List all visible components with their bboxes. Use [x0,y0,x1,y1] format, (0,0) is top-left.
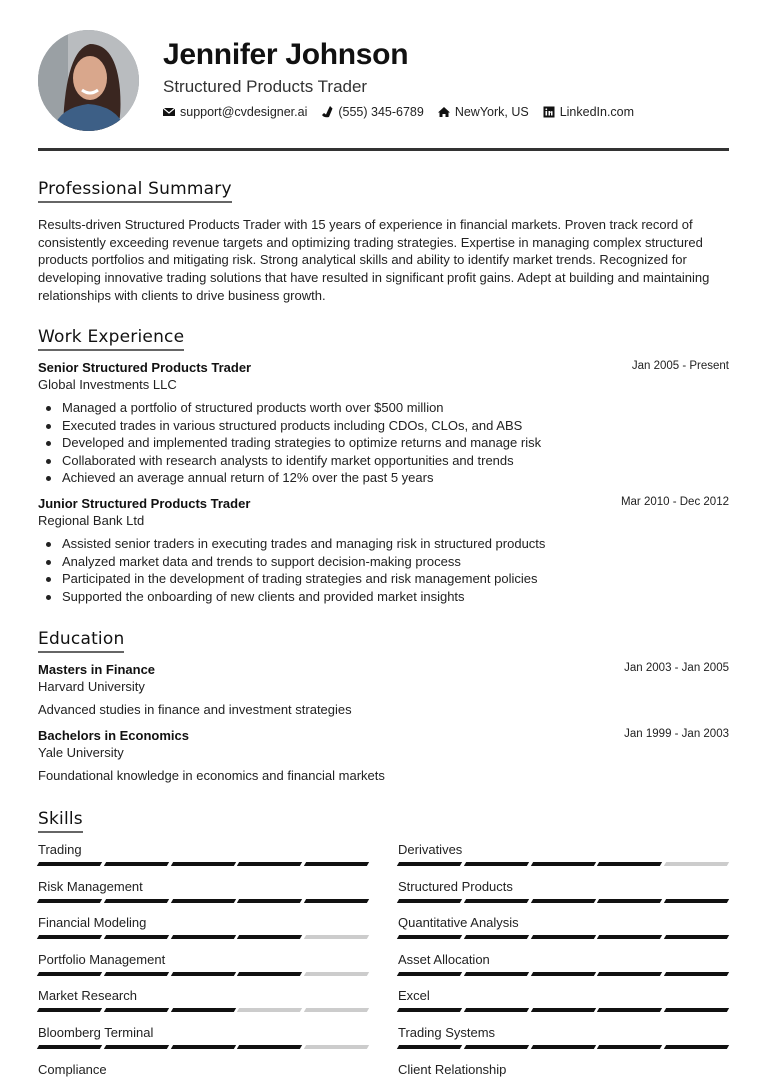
skill-level-segment [304,1045,369,1049]
skill-level-segment [37,1045,102,1049]
skill-level-segment [37,899,102,903]
skill-name: Client Relationship [398,1061,507,1077]
skill-level-bar [398,935,728,939]
skill-level-segment [530,899,595,903]
skill-level-segment [304,1008,369,1012]
skill-level-segment [170,899,235,903]
job-title: Senior Structured Products Trader [38,360,252,375]
skill-name: Portfolio Management [38,951,166,967]
skill-level-segment [170,1008,235,1012]
skill-level-segment [597,862,662,866]
education-description: Advanced studies in finance and investment strategies [38,702,352,717]
skill-name: Quantitative Analysis [398,915,519,931]
job-bullets [62,535,545,605]
skill-name: Trading Systems [398,1025,496,1040]
skill-item [38,1062,368,1077]
skill-name: Compliance [38,1061,107,1077]
candidate-name: Jennifer Johnson [163,38,409,71]
skill-level-bar [398,862,728,866]
bullet-item: Managed a portfolio of structured products worth over $500 million [62,399,541,417]
skill-level-segment [237,1045,302,1049]
contact-linkedin[interactable] [543,105,634,119]
skill-item [398,952,728,976]
skill-level-segment [104,935,169,939]
skill-level-segment [304,862,369,866]
bullet-item: Developed and implemented trading strategies to optimize returns and manage risk [62,435,542,450]
phone-text: (555) 345-6789 [338,105,424,119]
phone-icon [321,106,333,118]
skill-name: Asset Allocation [398,951,490,967]
skill-item [38,988,368,1012]
job-bullets [62,399,541,487]
skill-level-segment [104,899,169,903]
skill-level-segment [464,935,529,939]
skill-level-segment [104,862,169,866]
skill-level-segment [304,899,369,903]
bullet-item: Achieved an average annual return of 12% over the past 5 years [62,469,541,487]
skill-level-segment [237,935,302,939]
skill-item [398,915,728,939]
linkedin-icon [543,106,555,118]
bullet-item: Supported the onboarding of new clients and provided market insights [62,588,545,606]
skill-item [38,915,368,939]
skill-level-segment [37,935,102,939]
skill-level-segment [170,935,235,939]
bullet-item: Assisted senior traders in executing trades and managing risk in structured products [62,536,546,551]
skill-level-bar [38,899,368,903]
contact-phone[interactable] [321,105,423,119]
linkedin-text: LinkedIn.com [559,105,635,119]
company-name: Global Investments LLC [38,377,177,392]
skill-level-segment [397,1045,462,1049]
skill-level-segment [170,862,235,866]
bullet-item: Analyzed market data and trends to support decision-making process [62,553,545,571]
skill-level-segment [597,899,662,903]
skill-level-segment [464,899,529,903]
skill-item [398,1062,728,1077]
summary-text: Results-driven Structured Products Trader with 15 years of experience in financial markets. Proven track record of consistently exceeding revenue targets and optimizing trading strategies. Expertise in managing complex structured products portfolios and mitigating risk. Strong analytical skills and ability to identify market trends. Recognized for developing innovative trading solutions that have resulted in significant profit gains. Adept at building and maintaining relationships with clients to drive business growth. [38,217,710,303]
skill-level-segment [37,1008,102,1012]
skill-level-segment [664,899,729,903]
skill-item [38,879,368,903]
skill-level-segment [104,972,169,976]
skill-item [38,1025,368,1049]
skill-level-segment [397,899,462,903]
skill-name: Bloomberg Terminal [38,1025,154,1040]
skill-name: Derivatives [398,842,463,857]
skill-level-bar [38,862,368,866]
skill-name: Trading [38,842,82,857]
skill-level-segment [464,972,529,976]
job-dates: Mar 2010 - Dec 2012 [620,496,729,508]
skill-level-bar [38,935,368,939]
skill-level-segment [397,1008,462,1012]
bullet-item: Executed trades in various structured products including CDOs, CLOs, and ABS [62,417,541,435]
skill-level-segment [397,862,462,866]
skill-level-segment [170,972,235,976]
skill-item [38,952,368,976]
skill-name: Financial Modeling [38,915,147,931]
skill-level-bar [398,1008,728,1012]
bullet-item: Collaborated with research analysts to identify market opportunities and trends [62,452,541,470]
education-dates: Jan 1999 - Jan 2003 [624,728,729,740]
skill-level-segment [530,1045,595,1049]
skill-level-segment [530,972,595,976]
skill-level-segment [597,935,662,939]
company-name: Regional Bank Ltd [38,513,145,528]
skill-level-segment [664,1008,729,1012]
section-heading-work: Work Experience [38,327,184,351]
degree: Bachelors in Economics [38,728,189,743]
bullet-item: Participated in the development of trading strategies and risk management policies [62,570,545,588]
skill-item [398,879,728,903]
job-dates: Jan 2005 - Present [631,360,729,372]
skill-level-segment [397,972,462,976]
skill-name: Market Research [38,988,137,1004]
education-description: Foundational knowledge in economics and financial markets [38,768,385,783]
section-heading-summary: Professional Summary [38,179,232,203]
skill-level-segment [37,972,102,976]
contact-info [163,105,634,119]
skill-level-segment [597,1008,662,1012]
skill-level-segment [237,1008,302,1012]
skill-level-segment [237,899,302,903]
skill-level-bar [38,1008,368,1012]
skill-level-segment [304,972,369,976]
skill-level-segment [664,972,729,976]
contact-email[interactable] [163,105,307,119]
skill-level-bar [398,972,728,976]
education-dates: Jan 2003 - Jan 2005 [624,662,729,674]
header-divider [38,148,729,151]
skill-level-segment [104,1045,169,1049]
skill-level-segment [37,862,102,866]
section-heading-education: Education [38,629,124,653]
skill-level-segment [464,862,529,866]
skill-level-segment [464,1045,529,1049]
school-name: Yale University [38,745,124,760]
skill-level-segment [530,862,595,866]
skill-level-segment [597,1045,662,1049]
skill-level-segment [304,935,369,939]
skill-name: Risk Management [38,878,143,894]
degree: Masters in Finance [38,662,156,677]
skill-level-segment [170,1045,235,1049]
school-name: Harvard University [38,679,145,694]
skill-level-segment [597,972,662,976]
skill-item [398,842,728,866]
job-title: Structured Products Trader [163,77,368,96]
section-heading-skills: Skills [38,809,83,833]
skill-level-bar [398,1045,728,1049]
skill-level-segment [530,1008,595,1012]
skill-level-bar [38,1045,368,1049]
skill-name: Excel [398,988,430,1004]
envelope-icon [163,106,175,118]
skill-level-segment [104,1008,169,1012]
job-title: Junior Structured Products Trader [38,496,251,511]
skill-level-segment [237,972,302,976]
skill-level-bar [38,972,368,976]
email-text: support@cvdesigner.ai [180,105,308,119]
location-text: NewYork, US [454,105,529,119]
skill-name: Structured Products [398,878,513,894]
skill-level-segment [530,935,595,939]
skill-item [38,842,368,866]
skill-level-segment [237,862,302,866]
home-icon [438,106,450,118]
skill-item [398,988,728,1012]
skill-item [398,1025,728,1049]
skill-level-segment [464,1008,529,1012]
skill-level-bar [398,899,728,903]
skill-level-segment [397,935,462,939]
skill-level-segment [664,1045,729,1049]
profile-photo [38,30,139,131]
skill-level-segment [664,862,729,866]
skill-level-segment [664,935,729,939]
contact-location [438,105,529,119]
